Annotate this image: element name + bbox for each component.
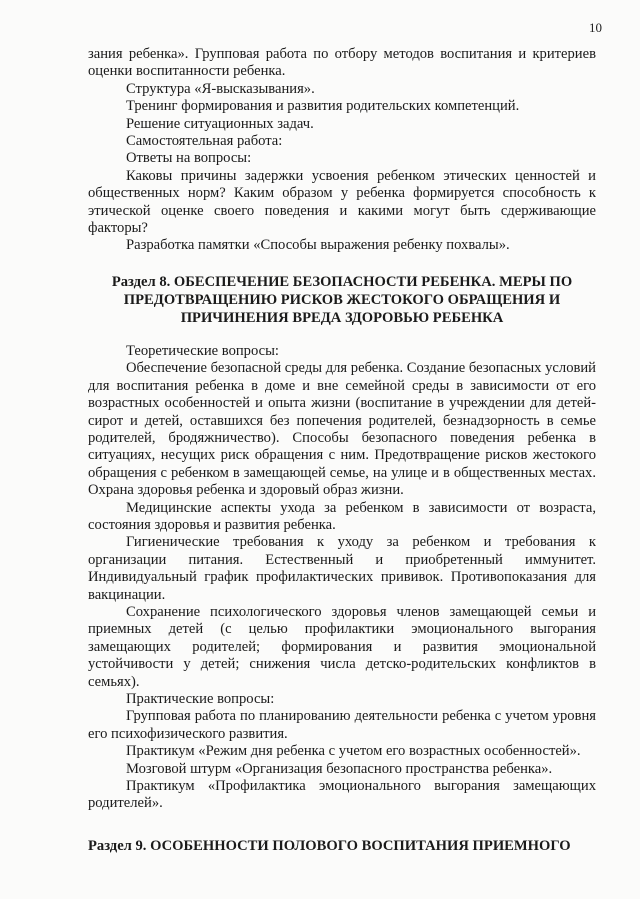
paragraph: Разработка памятки «Способы выражения ребенку похвалы». xyxy=(126,237,510,254)
page-number: 10 xyxy=(589,20,602,35)
page-content xyxy=(88,46,596,855)
paragraph: Мозговой штурм «Организация безопасного пространства ребенка». xyxy=(126,760,553,777)
paragraph: Тренинг формирования и развития родительских компетенций. xyxy=(126,98,520,115)
paragraph: Практикум «Режим дня ребенка с учетом его возрастных особенностей». xyxy=(126,743,581,760)
paragraph: Самостоятельная работа: xyxy=(126,133,283,150)
section-heading-line: Раздел 8. ОБЕСПЕЧЕНИЕ БЕЗОПАСНОСТИ РЕБЕНКА. МЕРЫ ПО xyxy=(111,273,573,290)
section-8-heading xyxy=(88,273,596,327)
paragraph: Каковы причины задержки усвоения ребенком этических ценностей и общественных норм? Каким образом у ребенка формируется способность к этической оценке своего поведения и какими могут быть сдерживающие факторы? xyxy=(88,167,596,237)
section-heading-line: ПРИЧИНЕНИЯ ВРЕДА ЗДОРОВЬЮ РЕБЕНКА xyxy=(180,309,504,326)
section-9-heading: Раздел 9. ОСОБЕННОСТИ ПОЛОВОГО ВОСПИТАНИЯ ПРИЕМНОГО xyxy=(88,837,571,854)
paragraph: зания ребенка». Групповая работа по отбору методов воспитания и критериев оценки воспитанности ребенка. xyxy=(88,46,596,80)
paragraph: Обеспечение безопасной среды для ребенка. Создание безопасных условий для воспитания ребенка в доме и вне семейной среды в зависимости от его возрастных особенностей и опыта жизни (воспитание в учреждении для детей-сирот и детей, оставшихся без попечения родителей, безнадзорность в семье родителей, бродяжничество). Способы безопасного поведения ребенка в ситуациях, несущих риск обращения с ним. Предотвращение рисков жестокого обращения с ребенком в замещающей семье, на улице и в общественных местах. Охрана здоровья ребенка и здоровый образ жизни. xyxy=(88,360,596,499)
paragraph: Практикум «Профилактика эмоционального выгорания замещающих родителей». xyxy=(88,778,596,812)
paragraph: Ответы на вопросы: xyxy=(126,150,252,167)
paragraph: Практические вопросы: xyxy=(126,691,275,707)
paragraph: Групповая работа по планированию деятельности ребенка с учетом уровня его психофизического развития. xyxy=(88,708,596,742)
paragraph: Гигиенические требования к уходу за ребенком и требования к организации питания. Естественный и приобретенный иммунитет. Индивидуальный график профилактических прививок. Противопоказания для вакцинации. xyxy=(88,534,596,603)
paragraph: Решение ситуационных задач. xyxy=(126,115,314,132)
paragraph: Медицинские аспекты ухода за ребенком в зависимости от возраста, состояния здоровья и развития ребенка. xyxy=(88,499,596,533)
paragraph: Теоретические вопросы: xyxy=(126,342,279,359)
paragraph: Структура «Я-высказывания». xyxy=(126,80,315,97)
section-heading-line: ПРЕДОТВРАЩЕНИЮ РИСКОВ ЖЕСТОКОГО ОБРАЩЕНИЯ И xyxy=(123,291,561,308)
paragraph: Сохранение психологического здоровья членов замещающей семьи и приемных детей (с целью профилактики эмоционального выгорания замещающих родителей; формирования и развития эмоциональной устойчивости у детей; снижения числа детско-родительских конфликтов в семьях). xyxy=(88,603,596,690)
